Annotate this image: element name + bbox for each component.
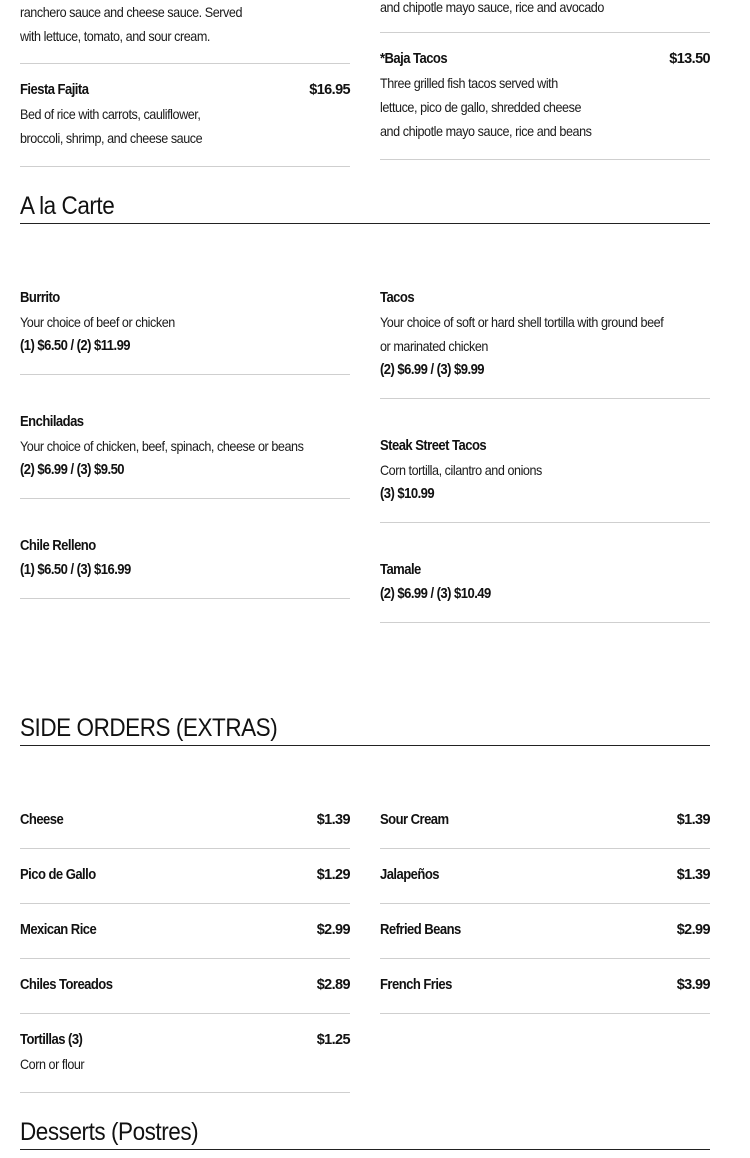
- item-name: Jalapeños: [380, 867, 439, 883]
- item-price: $2.99: [676, 922, 710, 938]
- description-line: and chipotle mayo sauce, rice and beans: [380, 123, 592, 139]
- divider: [380, 398, 710, 399]
- divider: [20, 903, 350, 904]
- menu-item-steak-street-tacos: [380, 434, 710, 506]
- divider: [20, 1013, 350, 1014]
- side-item-refried-beans: [380, 918, 710, 942]
- divider: [380, 522, 710, 523]
- item-name: Refried Beans: [380, 922, 461, 938]
- side-item-mexican-rice: [20, 918, 350, 942]
- description-line: and chipotle mayo sauce, rice and avocado: [380, 0, 604, 15]
- item-price: $2.99: [316, 922, 350, 938]
- item-price: $13.50: [669, 51, 710, 67]
- item-name: Tortillas (3): [20, 1032, 83, 1048]
- description-line: Your choice of soft or hard shell tortilla with ground beef: [380, 314, 664, 330]
- divider: [20, 1092, 350, 1093]
- item-name: Burrito: [20, 290, 60, 306]
- description-line: with lettuce, tomato, and sour cream.: [20, 28, 210, 44]
- divider: [20, 848, 350, 849]
- item-price: (3) $10.99: [380, 486, 435, 502]
- item-price: $1.25: [316, 1032, 350, 1048]
- side-item-chiles-toreados: [20, 973, 350, 997]
- item-name: French Fries: [380, 977, 452, 993]
- item-name: Steak Street Tacos: [380, 438, 487, 454]
- item-price: (1) $6.50 / (2) $11.99: [20, 338, 131, 354]
- item-price: (1) $6.50 / (3) $16.99: [20, 562, 131, 578]
- item-price: (2) $6.99 / (3) $9.99: [380, 362, 485, 378]
- description-line: or marinated chicken: [380, 338, 488, 354]
- item-description: Corn or flour: [20, 1056, 85, 1072]
- divider: [380, 622, 710, 623]
- divider: [380, 159, 710, 160]
- divider: [380, 1013, 710, 1014]
- section-heading-desserts: Desserts (Postres): [20, 1117, 710, 1150]
- item-price: $1.39: [676, 867, 710, 883]
- menu-item-description-partial: [20, 0, 267, 48]
- item-price: $16.95: [309, 82, 350, 98]
- divider: [20, 374, 350, 375]
- item-price: $1.39: [316, 812, 350, 828]
- description-line: broccoli, shrimp, and cheese sauce: [20, 130, 203, 146]
- divider: [380, 903, 710, 904]
- divider: [20, 958, 350, 959]
- menu-item-fiesta-fajita: [20, 78, 350, 150]
- item-name: Sour Cream: [380, 812, 449, 828]
- description-line: lettuce, pico de gallo, shredded cheese: [380, 99, 582, 115]
- divider: [20, 498, 350, 499]
- item-name: Chile Relleno: [20, 538, 96, 554]
- divider: [380, 848, 710, 849]
- side-item-sour-cream: [380, 808, 710, 832]
- item-price: (2) $6.99 / (3) $9.50: [20, 462, 125, 478]
- divider: [380, 32, 710, 33]
- item-price: $3.99: [676, 977, 710, 993]
- menu-item-baja-tacos: [380, 47, 710, 143]
- item-price: (2) $6.99 / (3) $10.49: [380, 586, 491, 602]
- description-line: ranchero sauce and cheese sauce. Served: [20, 4, 243, 20]
- side-item-tortillas: [20, 1028, 350, 1076]
- item-price: $2.89: [316, 977, 350, 993]
- item-name: Tacos: [380, 290, 415, 306]
- menu-item-description-partial: [380, 0, 629, 19]
- section-heading-a-la-carte: A la Carte: [20, 191, 710, 224]
- item-name: Mexican Rice: [20, 922, 97, 938]
- item-name: Cheese: [20, 812, 64, 828]
- divider: [20, 598, 350, 599]
- item-description: Corn tortilla, cilantro and onions: [380, 462, 542, 478]
- section-heading-side-orders: SIDE ORDERS (EXTRAS): [20, 713, 710, 746]
- menu-item-tacos: [380, 286, 710, 382]
- side-item-jalapenos: [380, 863, 710, 887]
- menu-item-chile-relleno: [20, 534, 350, 582]
- item-name: Fiesta Fajita: [20, 82, 89, 98]
- item-name: Pico de Gallo: [20, 867, 96, 883]
- item-price: $1.29: [316, 867, 350, 883]
- item-description: Your choice of beef or chicken: [20, 314, 175, 330]
- menu-item-enchiladas: [20, 410, 350, 482]
- item-name: Enchiladas: [20, 414, 84, 430]
- divider: [380, 958, 710, 959]
- side-item-french-fries: [380, 973, 710, 997]
- item-name: Tamale: [380, 562, 421, 578]
- side-item-cheese: [20, 808, 350, 832]
- description-line: Three grilled fish tacos served with: [380, 75, 558, 91]
- item-name: Chiles Toreados: [20, 977, 113, 993]
- menu-item-burrito: [20, 286, 350, 358]
- menu-item-tamale: [380, 558, 710, 606]
- item-price: $1.39: [676, 812, 710, 828]
- side-item-pico-de-gallo: [20, 863, 350, 887]
- description-line: Bed of rice with carrots, cauliflower,: [20, 106, 201, 122]
- item-description: Your choice of chicken, beef, spinach, cheese or beans: [20, 438, 304, 454]
- divider: [20, 166, 350, 167]
- divider: [20, 63, 350, 64]
- item-name: *Baja Tacos: [380, 51, 448, 67]
